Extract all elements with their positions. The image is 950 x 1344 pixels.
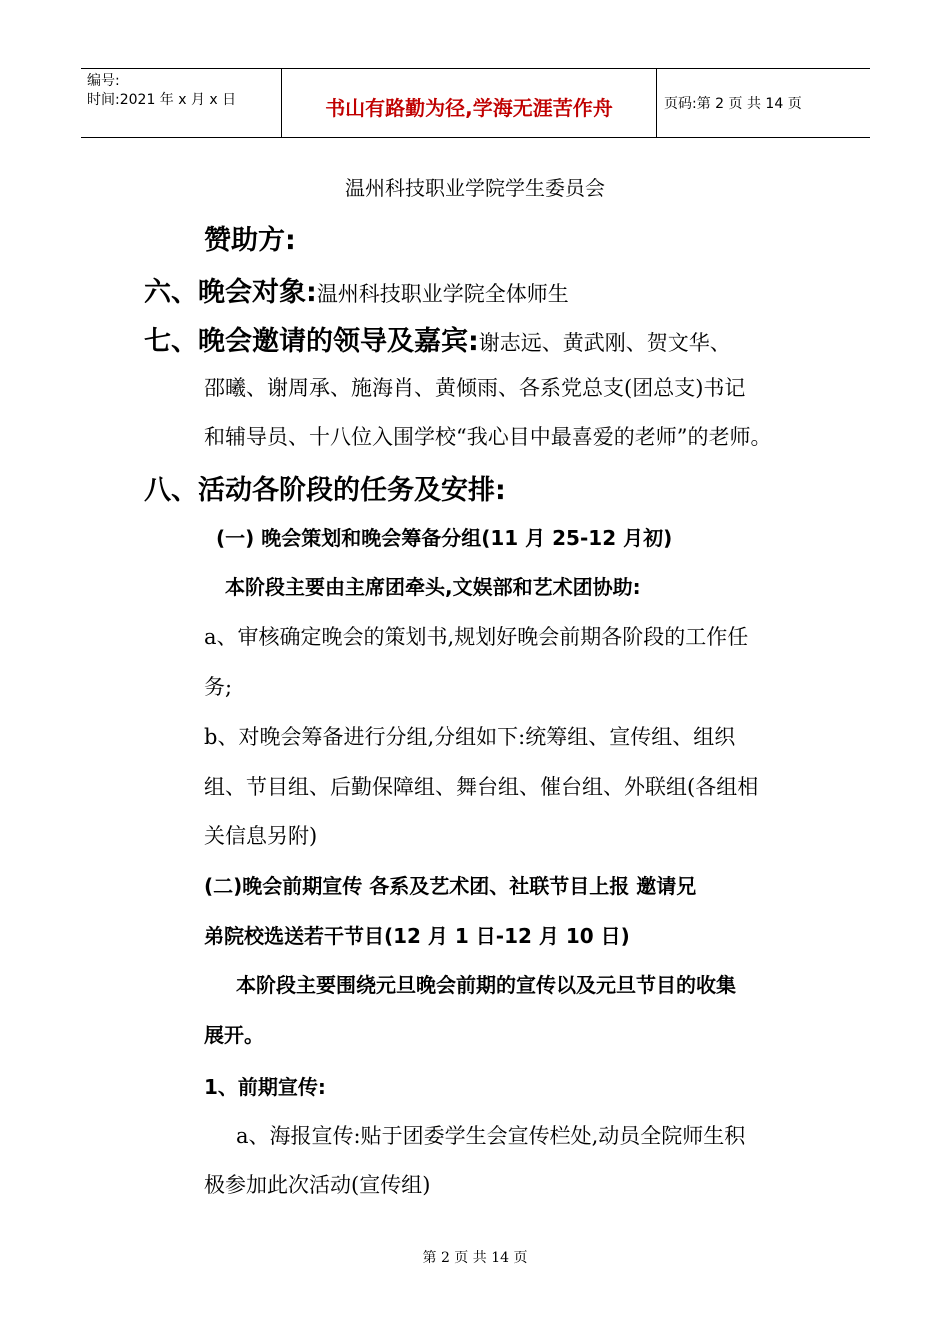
organizer-line: 温州科技职业学院学生委员会 [345, 176, 605, 200]
item-b-line-1: b、对晚会筹备进行分组,分组如下:统筹组、宣传组、组织 [204, 725, 736, 749]
page-footer: 第 2 页 共 14 页 [422, 1250, 528, 1266]
time-label: 时间:2021 年 x 月 x 日 [87, 92, 237, 108]
section-7-value: 谢志远、黄武刚、贺文华、 [478, 331, 731, 355]
pre-promo-a-line-1: a、海报宣传:贴于团委学生会宣传栏处,动员全院师生积 [236, 1124, 746, 1148]
section-7-heading [144, 319, 731, 358]
number-label: 编号: [87, 73, 120, 89]
phase-2-line-1: (二)晚会前期宣传 各系及艺术团、社联节目上报 邀请兄 [204, 874, 697, 898]
phase-1-lead: 本阶段主要由主席团牵头,文娱部和艺术团协助: [225, 575, 641, 599]
item-a-line-2: 务; [204, 675, 233, 699]
phase-1-title: (一) 晚会策划和晚会筹备分组(11 月 25-12 月初) [216, 526, 673, 550]
header-page-cell [656, 69, 870, 137]
section-6-title: 六、晚会对象: [144, 277, 317, 308]
phase-2-lead-line-1: 本阶段主要围绕元旦晚会前期的宣传以及元旦节目的收集 [236, 973, 736, 997]
section-7-line-2: 邵曦、谢周承、施海肖、黄倾雨、各系党总支(团总支)书记 [204, 376, 746, 400]
document-header [81, 68, 870, 138]
section-6-value: 温州科技职业学院全体师生 [316, 282, 569, 306]
header-meta-cell [81, 69, 281, 137]
item-a-line-1: a、审核确定晚会的策划书,规划好晚会前期各阶段的工作任 [204, 625, 749, 649]
sponsor-heading: 赞助方: [204, 225, 296, 256]
section-8-heading: 八、活动各阶段的任务及安排: [144, 475, 506, 506]
item-b-line-2: 组、节目组、后勤保障组、舞台组、催台组、外联组(各组相 [204, 775, 759, 799]
phase-2-line-2: 弟院校选送若干节目(12 月 1 日-12 月 10 日) [204, 924, 630, 948]
pre-promo-a-line-2: 极参加此次活动(宣传组) [204, 1173, 431, 1197]
page-info: 页码:第 2 页 共 14 页 [664, 96, 802, 112]
item-b-line-3: 关信息另附) [204, 824, 318, 848]
motto-text: 书山有路勤为径,学海无涯苦作舟 [325, 96, 613, 120]
header-motto-cell [281, 69, 657, 137]
phase-2-lead-line-2: 展开。 [204, 1023, 264, 1047]
section-6-heading [144, 270, 569, 309]
section-7-line-3: 和辅导员、十八位入围学校“我心目中最喜爱的老师”的老师。 [204, 425, 772, 449]
pre-promo-title: 1、前期宣传: [204, 1075, 326, 1099]
section-7-title: 七、晚会邀请的领导及嘉宾: [144, 326, 479, 357]
